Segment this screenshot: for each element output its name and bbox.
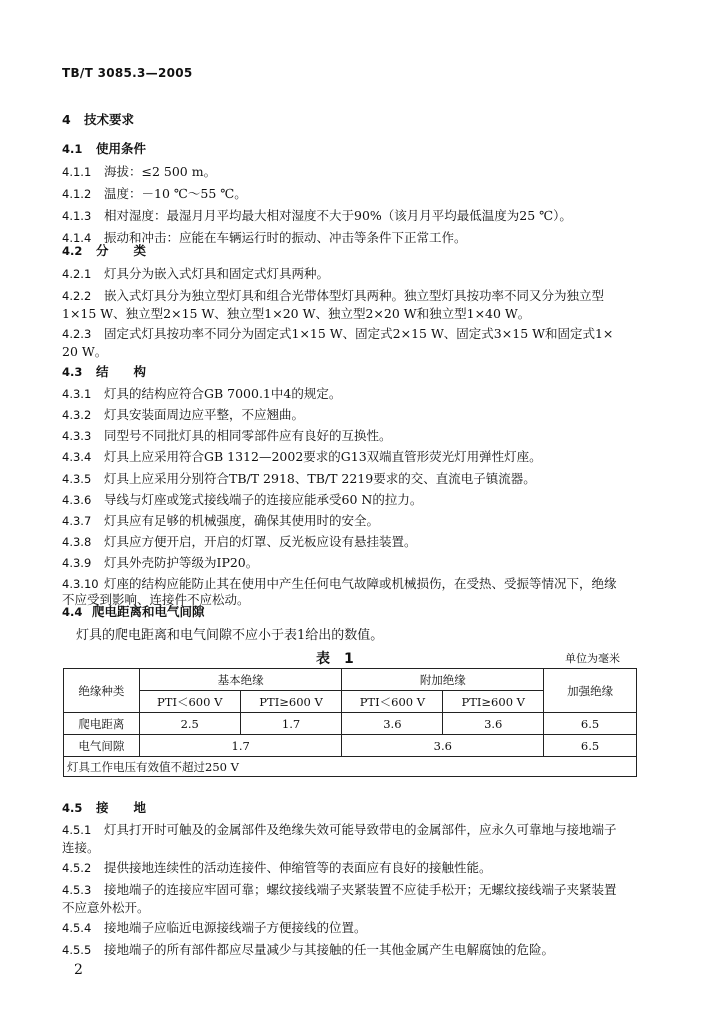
table-header-row (64, 669, 637, 691)
clause-number: 4.5.5 (62, 943, 92, 957)
clause-number: 4.3.5 (62, 472, 92, 486)
clause-text: 接地端子应临近电源接线端子方便接线的位置。 (104, 920, 367, 935)
clause-number: 4.5.1 (62, 823, 92, 837)
clause-4-3-5 (62, 469, 536, 487)
clause-text: 同型号不同批灯具的相同零部件应有良好的互换性。 (104, 428, 392, 443)
clause-text: 相对湿度：最湿月月平均最大相对湿度不大于90%（该月月平均最低温度为25 ℃）。 (104, 208, 572, 223)
table-cell: 2.5 (139, 713, 240, 735)
section-number: 4.2 (62, 244, 83, 258)
clause-text: 海拔：≤2 500 m。 (104, 164, 217, 179)
table-cell: 6.5 (544, 713, 637, 735)
clause-4-3-1 (62, 384, 341, 402)
section-number: 4 (62, 112, 71, 127)
clause-4-2-3-continuation: 20 W。 (62, 344, 108, 359)
header-basic-insulation: 基本绝缘 (139, 669, 342, 691)
section-number: 4.5 (62, 801, 83, 815)
clause-text: 振动和冲击：应能在车辆运行时的振动、冲击等条件下正常工作。 (104, 230, 467, 245)
section-number: 4.4 (62, 605, 83, 619)
table-row (64, 735, 637, 757)
clause-number: 4.5.2 (62, 861, 92, 875)
clause-number: 4.5.3 (62, 883, 92, 897)
section-4-4-paragraph: 灯具的爬电距离和电气间隙不应小于表1给出的数值。 (76, 628, 384, 643)
section-number: 4.3 (62, 365, 83, 379)
clause-number: 4.1.2 (62, 187, 92, 201)
table-note-row (64, 757, 637, 777)
clause-4-3-4 (62, 447, 542, 465)
section-4-3-heading (62, 362, 146, 380)
clause-number: 4.1.1 (62, 165, 92, 179)
clause-4-1-2 (62, 184, 247, 202)
clause-text: 灯具应方便开启，开启的灯罩、反光板应设有悬挂装置。 (104, 534, 417, 549)
clause-text: 温度：－10 ℃～55 ℃。 (104, 186, 247, 201)
clause-text: 提供接地连续性的活动连接件、伸缩管等的表面应有良好的接触性能。 (104, 860, 492, 875)
clause-4-5-1 (62, 820, 617, 838)
clause-number: 4.3.4 (62, 450, 92, 464)
section-4-1-heading (62, 139, 146, 157)
clause-4-3-3 (62, 426, 392, 444)
table-row (64, 713, 637, 735)
clause-4-3-2 (62, 405, 304, 423)
section-title: 结 构 (96, 364, 147, 379)
clause-number: 4.3.3 (62, 429, 92, 443)
header-pti-below-600: PTI＜600 V (342, 691, 443, 713)
clause-text: 接地端子的连接应牢固可靠；螺纹接线端子夹紧装置不应徒手松开；无螺纹接线端子夹紧装置 (104, 882, 617, 897)
section-title: 技术要求 (84, 112, 135, 127)
section-number: 4.1 (62, 142, 83, 156)
table-unit-note: 单位为毫米 (565, 652, 620, 665)
page-number: 2 (74, 962, 83, 978)
clause-4-2-1 (62, 264, 329, 282)
clause-4-3-8 (62, 532, 417, 550)
clause-text: 灯具上应采用分别符合TB/T 2918、TB/T 2219要求的交、直流电子镇流器。 (104, 471, 536, 486)
clause-text: 灯具的结构应符合GB 7000.1中4的规定。 (104, 386, 342, 401)
standard-code-header: TB/T 3085.3—2005 (62, 66, 193, 80)
clause-number: 4.3.8 (62, 535, 92, 549)
section-title: 使用条件 (96, 141, 147, 156)
clause-4-5-1-continuation: 连接。 (62, 840, 100, 855)
clause-text: 灯具上应采用符合GB 1312—2002要求的G13双端直管形荧光灯用弹性灯座。 (104, 449, 542, 464)
clause-text: 灯具分为嵌入式灯具和固定式灯具两种。 (104, 266, 330, 281)
header-pti-above-600: PTI≥600 V (240, 691, 342, 713)
clause-number: 4.1.3 (62, 209, 92, 223)
table-cell: 1.7 (139, 735, 342, 757)
clause-4-2-2-continuation: 1×15 W、独立型2×15 W、独立型1×20 W、独立型2×20 W和独立型1×40 W。 (62, 306, 531, 321)
clause-text: 导线与灯座或笼式接线端子的连接应能承受60 N的拉力。 (104, 492, 423, 507)
clause-4-1-3 (62, 206, 572, 224)
clause-4-5-3-continuation: 不应意外松开。 (62, 900, 150, 915)
clause-4-1-1 (62, 162, 216, 180)
table-cell: 1.7 (240, 713, 342, 735)
clause-4-2-2 (62, 286, 604, 304)
clause-4-5-3 (62, 880, 617, 898)
clause-4-5-4 (62, 918, 367, 936)
table-cell: 3.6 (342, 735, 544, 757)
clause-text: 灯具安装面周边应平整，不应翘曲。 (104, 407, 305, 422)
section-title: 爬电距离和电气间隙 (92, 604, 205, 619)
clause-4-3-6 (62, 490, 422, 508)
row-label-clearance: 电气间隙 (64, 735, 140, 757)
clause-text: 嵌入式灯具分为独立型灯具和组合光带体型灯具两种。独立型灯具按功率不同又分为独立型 (104, 288, 605, 303)
clause-number: 4.3.7 (62, 514, 92, 528)
table-note: 灯具工作电压有效值不超过250 V (64, 757, 637, 777)
clause-text: 接地端子的所有部件都应尽量减少与其接触的任一其他金属产生电解腐蚀的危险。 (104, 942, 555, 957)
header-pti-below-600: PTI＜600 V (139, 691, 240, 713)
clause-number: 4.3.9 (62, 556, 92, 570)
clause-text: 灯座的结构应能防止其在使用中产生任何电气故障或机械损伤，在受热、受振等情况下，绝缘 (104, 576, 617, 591)
clause-4-3-10-continuation: 不应受到影响、连接件不应松动。 (62, 592, 250, 607)
clearance-table (63, 668, 637, 777)
header-insulation-type: 绝缘种类 (64, 669, 140, 713)
header-pti-above-600: PTI≥600 V (443, 691, 544, 713)
section-title: 接 地 (96, 800, 147, 815)
clause-number: 4.2.3 (62, 327, 92, 341)
table-cell: 3.6 (443, 713, 544, 735)
table-caption: 表 1 (316, 651, 354, 667)
clause-number: 4.5.4 (62, 921, 92, 935)
clause-number: 4.3.2 (62, 408, 92, 422)
clause-text: 固定式灯具按功率不同分为固定式1×15 W、固定式2×15 W、固定式3×15 W和固定式1× (104, 326, 614, 341)
clause-4-5-5 (62, 940, 554, 958)
clause-4-2-3 (62, 324, 613, 342)
section-4-2-heading (62, 241, 146, 259)
clause-text: 灯具应有足够的机械强度，确保其使用时的安全。 (104, 513, 380, 528)
clause-text: 灯具打开时可触及的金属部件及绝缘失效可能导致带电的金属部件，应永久可靠地与接地端子 (104, 822, 617, 837)
row-label-creepage: 爬电距离 (64, 713, 140, 735)
clause-4-3-7 (62, 511, 379, 529)
clause-number: 4.3.1 (62, 387, 92, 401)
section-4-4-heading (62, 602, 205, 620)
clause-number: 4.3.6 (62, 493, 92, 507)
header-reinforced-insulation: 加强绝缘 (544, 669, 637, 713)
clause-text: 灯具外壳防护等级为IP20。 (104, 555, 259, 570)
header-supplementary-insulation: 附加绝缘 (342, 669, 544, 691)
clause-4-5-2 (62, 858, 492, 876)
clause-4-3-9 (62, 553, 258, 571)
table-cell: 3.6 (342, 713, 443, 735)
section-title: 分 类 (96, 243, 147, 258)
clause-number: 4.3.10 (62, 577, 99, 591)
section-4-heading (62, 110, 134, 128)
clause-number: 4.2.2 (62, 289, 92, 303)
table-cell: 6.5 (544, 735, 637, 757)
clause-number: 4.1.4 (62, 231, 92, 245)
clause-number: 4.2.1 (62, 267, 92, 281)
section-4-5-heading (62, 798, 146, 816)
